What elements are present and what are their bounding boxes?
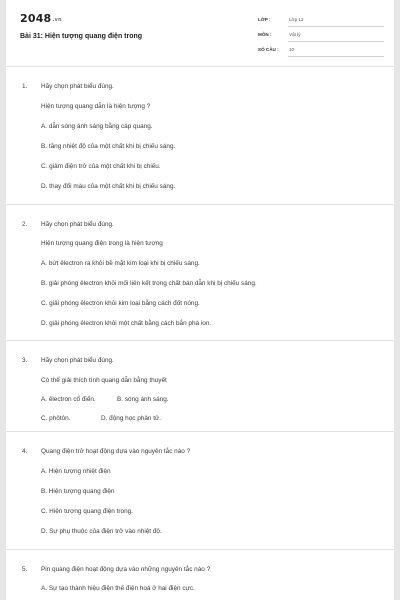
- question-2: [6, 204, 394, 327]
- logo-tld: .vn: [52, 17, 62, 23]
- option-a[interactable]: A. Sự tạo thành hiệu điện thế điện hoá ở hai điện cực.: [41, 585, 195, 592]
- option-d[interactable]: D. thay đổi màu của một chất khi bị chiếu sáng.: [41, 183, 176, 190]
- worksheet-page: [6, 0, 394, 600]
- lesson-title: Bài 31: Hiện tượng quang điện trong: [20, 33, 143, 40]
- meta-count-label: SỐ CÂU :: [258, 47, 279, 52]
- option-b[interactable]: B. Hiện tượng quang điện: [41, 488, 115, 495]
- option-d[interactable]: D. Sự phụ thuộc của điện trở vào nhiệt độ.: [41, 528, 162, 535]
- question-1: [6, 66, 394, 190]
- question-prompt: Hãy chọn phát biểu đúng.: [41, 357, 114, 364]
- meta-count: [258, 47, 386, 59]
- option-b[interactable]: B. giải phóng êlectron khỏi mối liên kết trong chất bán dẫn khi bị chiếu sáng.: [41, 280, 257, 287]
- question-prompt: Hãy chọn phát biểu đúng.: [41, 83, 114, 90]
- meta-subject-label: MÔN :: [258, 32, 272, 37]
- question-stem: Hiện tượng quang điện trong là hiện tượng: [41, 240, 163, 247]
- option-b[interactable]: B. sóng ánh sáng.: [117, 396, 169, 403]
- question-number: 1.: [22, 83, 28, 90]
- meta-subject: [258, 32, 386, 44]
- question-stem: Quang điện trở hoạt động dựa vào nguyên tắc nào ?: [41, 448, 191, 455]
- option-c[interactable]: C. giảm điện trở của một chất khi bị chiếu.: [41, 163, 161, 170]
- question-stem: Hiện tượng quang dẫn là hiện tượng ?: [41, 103, 151, 110]
- meta-class-value: Lớp 12: [288, 17, 384, 27]
- question-prompt: Hãy chọn phát biểu đúng.: [41, 221, 114, 228]
- option-a[interactable]: A. bứt êlectron ra khỏi bề mặt kim loại khi bị chiếu sáng.: [41, 260, 200, 267]
- meta-class: [258, 17, 386, 29]
- option-d[interactable]: D. giải phóng êlectron khỏi một chất bằng cách bắn phá ion.: [41, 320, 212, 327]
- question-number: 4.: [22, 448, 28, 455]
- meta-subject-value: Vật lý: [288, 32, 384, 42]
- meta-count-value: 10: [288, 47, 384, 57]
- question-number: 2.: [22, 221, 28, 228]
- question-stem: Pin quang điện hoạt động dựa vào những nguyên tắc nào ?: [41, 566, 211, 573]
- option-c[interactable]: C. Hiện tượng quang điện trong.: [41, 508, 133, 515]
- option-c[interactable]: C. giải phóng êlectron khỏi kim loại bằng cách đốt nóng.: [41, 300, 200, 307]
- question-5: [6, 549, 394, 599]
- option-a[interactable]: A. dẫn sóng ánh sáng bằng cáp quang.: [41, 123, 153, 130]
- worksheet-header: [6, 0, 394, 67]
- site-logo[interactable]: [20, 12, 62, 25]
- option-b[interactable]: B. tăng nhiệt độ của một chất khi bị chiếu sáng.: [41, 143, 176, 150]
- question-stem: Có thể giải thích tính quang dẫn bằng thuyết: [41, 377, 167, 384]
- question-number: 3.: [22, 357, 28, 364]
- meta-class-label: LỚP :: [258, 17, 271, 22]
- question-number: 5.: [22, 566, 28, 573]
- option-a[interactable]: A. Hiện tượng nhiệt điện: [41, 468, 111, 475]
- question-4: [6, 431, 394, 551]
- option-c[interactable]: C. phôtôn.: [41, 415, 71, 422]
- option-a[interactable]: A. êlectron cổ điển.: [41, 396, 96, 403]
- option-d[interactable]: D. động học phân tử.: [101, 415, 162, 422]
- logo-main: 2048: [20, 12, 52, 25]
